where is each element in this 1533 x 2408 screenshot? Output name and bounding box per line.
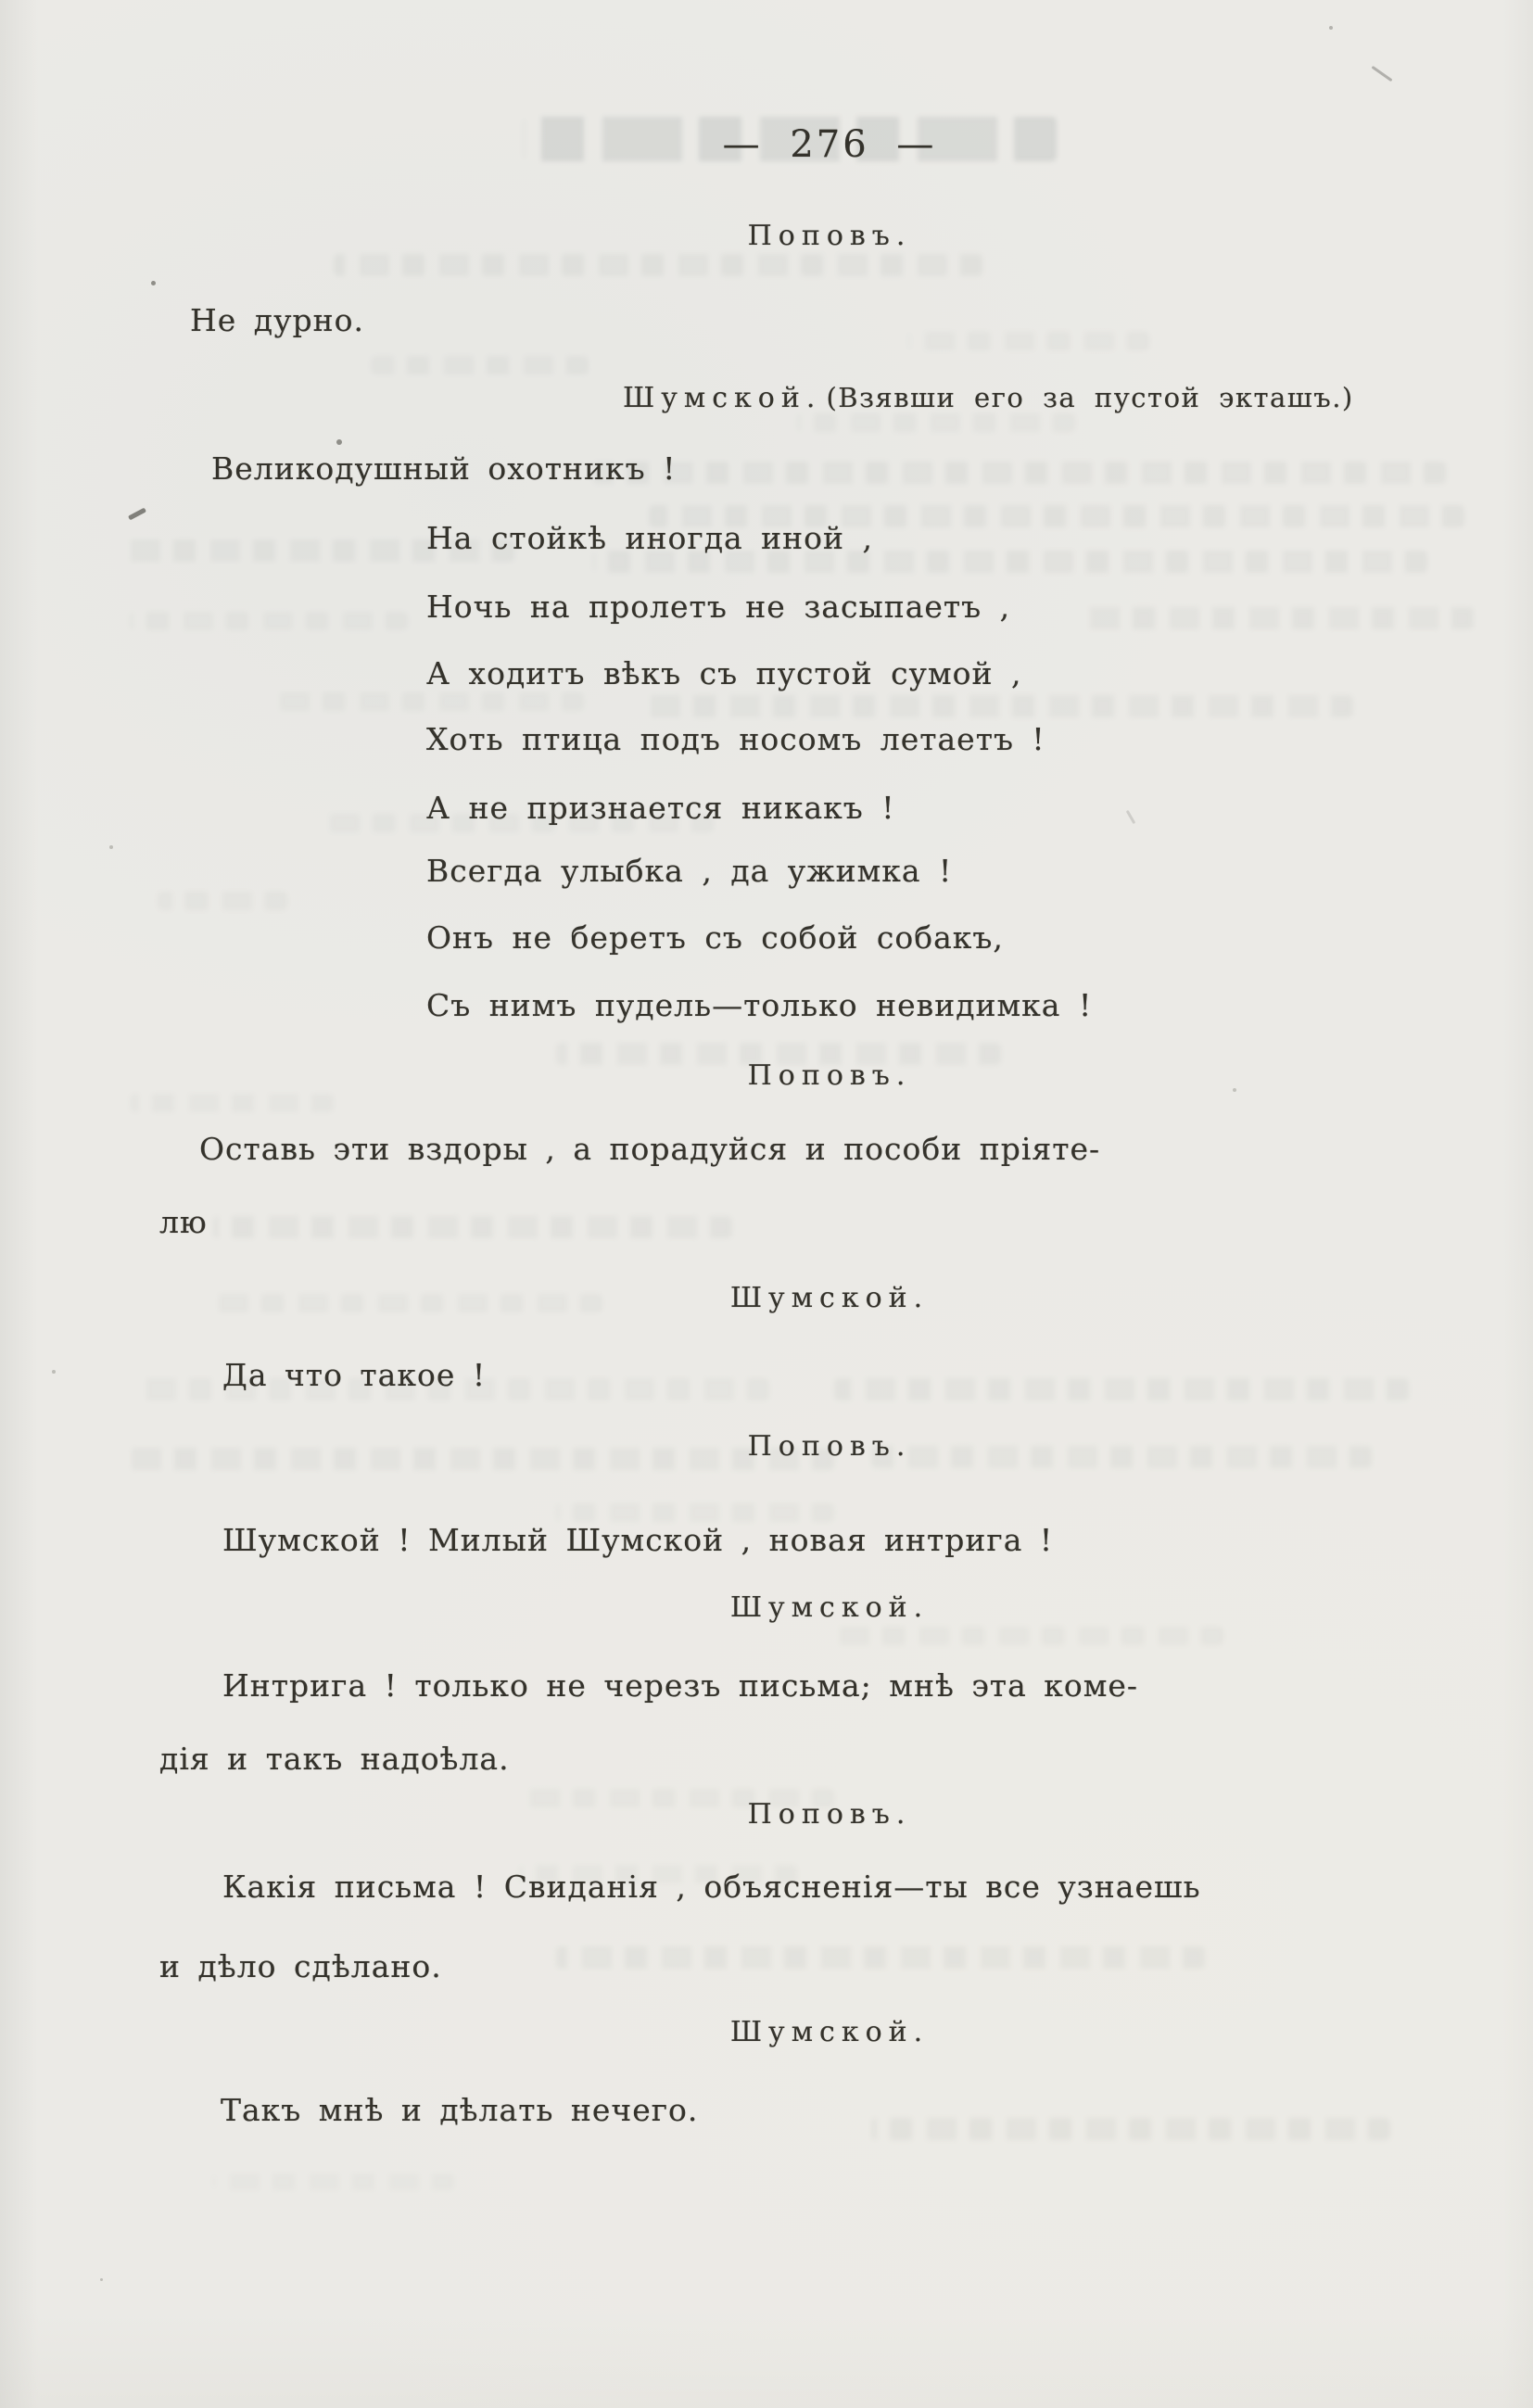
showthrough-smudge xyxy=(1084,607,1474,629)
showthrough-smudge xyxy=(871,2118,1390,2140)
dialogue-line: дія и такъ надоѣла. xyxy=(159,1741,510,1777)
dialogue-line: Шумской ! Милый Шумской , новая интрига ! xyxy=(222,1522,1054,1558)
showthrough-smudge xyxy=(130,612,408,630)
showthrough-smudge xyxy=(371,356,589,374)
dialogue-line: Не дурно. xyxy=(190,302,365,338)
dialogue-line: Да что такое ! xyxy=(222,1357,487,1393)
paper-speck xyxy=(52,1370,56,1374)
verse-line: На стойкѣ иногда иной , xyxy=(426,520,874,556)
dialogue-line: и дѣло сдѣлано. xyxy=(159,1948,442,1984)
speaker-heading: Шумской. xyxy=(729,1282,930,1314)
speaker-heading: Поповъ. xyxy=(747,1059,912,1092)
showthrough-smudge xyxy=(158,892,287,910)
showthrough-smudge xyxy=(334,254,982,276)
showthrough-smudge xyxy=(278,692,584,711)
verse-line: А не признается никакъ ! xyxy=(426,790,895,826)
showthrough-smudge xyxy=(556,1946,1205,1969)
showthrough-smudge xyxy=(908,332,1149,350)
dialogue-line: Интрига ! только не черезъ письма; мнѣ эта коме- xyxy=(222,1667,1139,1704)
showthrough-smudge xyxy=(593,462,1446,484)
dialogue-line: Оставь эти вздоры , а порадуйся и пособи пріяте- xyxy=(199,1131,1101,1167)
showthrough-smudge xyxy=(556,1503,834,1522)
showthrough-smudge xyxy=(649,695,1353,717)
paper-speck xyxy=(1329,26,1333,30)
paper-speck xyxy=(109,845,113,849)
paper-scratch xyxy=(128,508,146,521)
paper-speck xyxy=(100,2278,103,2281)
dialogue-line: Такъ мнѣ и дѣлать нечего. xyxy=(221,2092,699,2128)
dialogue-line: Какія письма ! Свиданія , объясненія—ты все узнаешь xyxy=(222,1869,1201,1905)
showthrough-smudge xyxy=(130,1094,334,1112)
dialogue-line: лю xyxy=(159,1204,208,1240)
paper-speck xyxy=(336,439,342,445)
showthrough-smudge xyxy=(797,413,1075,432)
page-header: — 276 — xyxy=(722,123,937,166)
speaker-heading: Поповъ. xyxy=(747,1430,912,1463)
paper-scratch xyxy=(1371,66,1392,82)
speaker-with-direction xyxy=(623,382,1354,414)
showthrough-smudge xyxy=(834,1627,1223,1645)
dialogue-line: Великодушный охотникъ ! xyxy=(211,450,677,487)
speaker-heading: Шумской. xyxy=(729,1591,930,1624)
showthrough-smudge xyxy=(834,1378,1409,1400)
speaker-heading: Поповъ. xyxy=(747,220,912,252)
paper-speck xyxy=(151,281,156,285)
paper-scratch xyxy=(1126,810,1136,824)
speaker-heading: Шумской. xyxy=(623,382,822,414)
verse-line: Онъ не беретъ съ собой собакъ, xyxy=(426,919,1004,956)
verse-line: Всегда улыбка , да ужимка ! xyxy=(426,853,953,889)
verse-line: Съ нимъ пудель—только невидимка ! xyxy=(426,987,1093,1023)
speaker-heading: Поповъ. xyxy=(747,1798,912,1831)
showthrough-smudge xyxy=(213,1216,732,1238)
verse-line: Ночь на пролетъ не засыпаетъ , xyxy=(426,589,1011,625)
speaker-heading: Шумской. xyxy=(729,2016,930,2048)
verse-line: Хоть птица подъ носомъ летаетъ ! xyxy=(426,721,1045,757)
stage-direction: (Взявши его за пустой экташъ.) xyxy=(826,382,1354,413)
showthrough-smudge xyxy=(213,2174,454,2190)
verse-line: А ходитъ вѣкъ съ пустой сумой , xyxy=(426,655,1022,691)
